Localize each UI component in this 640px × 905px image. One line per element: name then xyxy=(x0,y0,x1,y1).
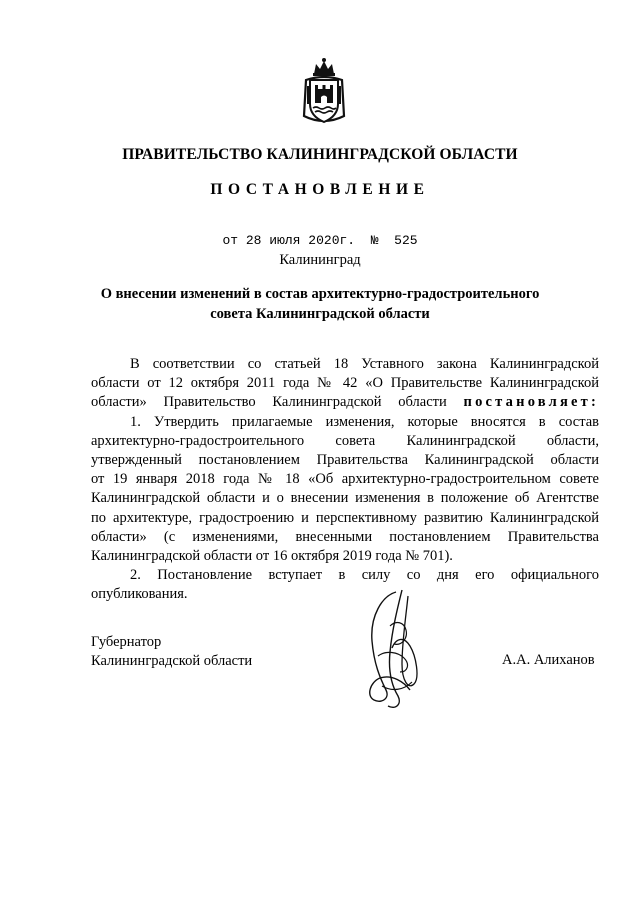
date-number-line xyxy=(0,233,640,248)
decree-verb: постановляет: xyxy=(463,394,599,411)
decree-body xyxy=(91,355,599,604)
number-sign: № xyxy=(370,233,379,248)
decree-number: 525 xyxy=(394,233,418,248)
subject-line: совета Калининградской области xyxy=(210,306,430,322)
body-line: 2. Постановление вступает в силу со дня его официального xyxy=(130,567,599,584)
body-line-decree xyxy=(91,393,599,412)
document-type-title: ПОСТАНОВЛЕНИЕ xyxy=(210,181,430,198)
body-line: утвержденный постановлением Правительства Калининградской области xyxy=(91,451,599,468)
decree-subject xyxy=(0,284,640,324)
position-line: Губернатор xyxy=(91,634,162,650)
body-line: Калининградской области от 16 октября 2019 года № 701). xyxy=(91,547,453,564)
subject-line: О внесении изменений в состав архитектурно-градостроительного xyxy=(100,286,540,302)
date-prefix: от xyxy=(222,233,239,248)
handwritten-signature-icon xyxy=(352,586,432,714)
body-line: 1. Утвердить прилагаемые изменения, которые вносятся в состав xyxy=(130,413,599,430)
date-suffix: г. xyxy=(339,233,356,248)
body-line: В соответствии со статьей 18 Уставного закона Калининградской xyxy=(130,356,599,372)
body-line: области от 12 октября 2011 года № 42 «О Правительстве Калининградской xyxy=(91,375,599,392)
body-line: области» (с изменениями, внесенными постановлением Правительства xyxy=(91,528,599,545)
body-line: Калининградской области и о внесении изменения в положение об Агентстве xyxy=(91,490,599,507)
body-line: от 19 января 2018 года № 18 «Об архитектурно-градостроительном совете xyxy=(91,471,599,488)
position-line: Калининградской области xyxy=(91,653,253,669)
coat-of-arms-icon xyxy=(300,56,348,128)
body-line: архитектурно-градостроительного совета Калининградской области, xyxy=(91,432,599,449)
government-title: ПРАВИТЕЛЬСТВО КАЛИНИНГРАДСКОЙ ОБЛАСТИ xyxy=(122,146,518,163)
city-name: Калининград xyxy=(279,252,361,268)
body-line-text: области» Правительство Калининградской области xyxy=(91,394,447,411)
body-line: опубликования. xyxy=(91,586,188,603)
signatory-name: А.А. Алиханов xyxy=(502,652,595,668)
signatory-position xyxy=(91,633,252,671)
body-line: по архитектуре, градостроению и перспективному развитию Калининградской xyxy=(91,509,599,526)
decree-date: 28 июля 2020 xyxy=(245,233,340,248)
